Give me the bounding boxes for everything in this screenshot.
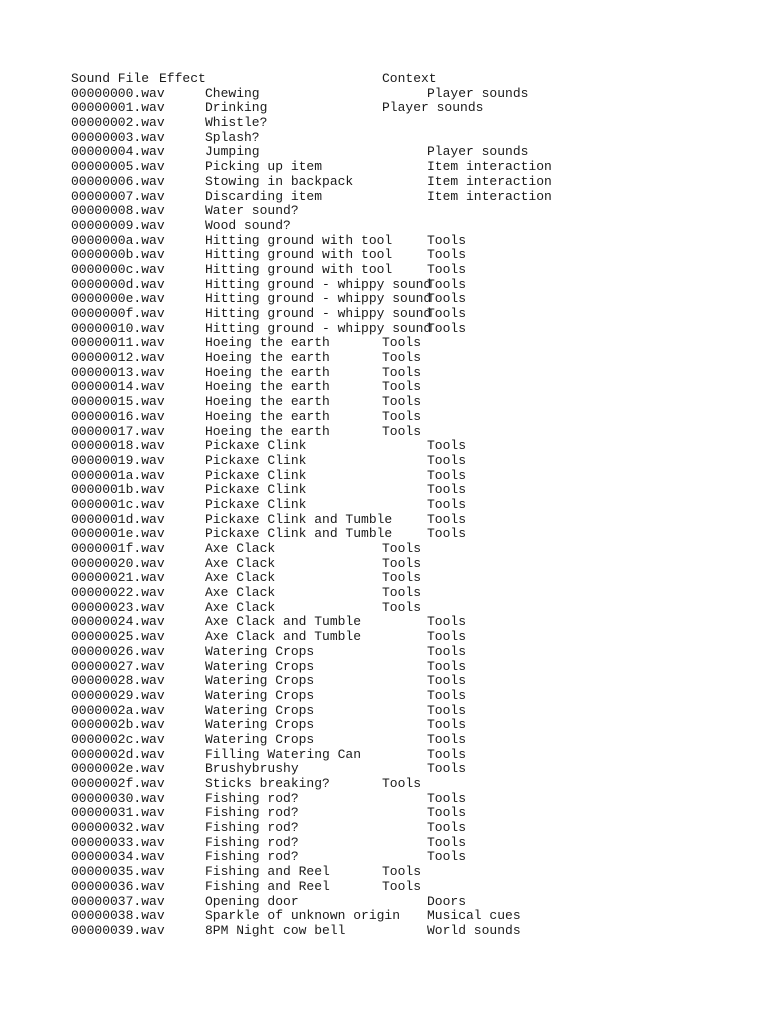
sound-file: 00000013.wav xyxy=(71,364,165,380)
sound-context: Tools xyxy=(427,687,467,703)
header-file: Sound File xyxy=(71,71,150,86)
sound-row xyxy=(71,482,467,498)
sound-row xyxy=(71,320,467,337)
sound-context: Tools xyxy=(382,364,422,380)
sound-effect: Fishing and Reel xyxy=(205,878,330,894)
sound-row xyxy=(71,159,552,175)
sound-context: Tools xyxy=(382,408,422,424)
sound-file: 0000001f.wav xyxy=(71,541,165,556)
sound-context: Tools xyxy=(382,776,422,791)
sound-row xyxy=(71,526,467,542)
sound-row xyxy=(71,100,484,116)
sound-effect: Hoeing the earth xyxy=(205,364,330,380)
sound-effect: Hitting ground - whippy sound xyxy=(205,306,432,321)
sound-row xyxy=(71,849,467,865)
sound-effect: Pickaxe Clink and Tumble xyxy=(205,511,393,527)
sound-context: Tools xyxy=(382,599,422,615)
sound-file: 0000002c.wav xyxy=(71,731,165,747)
sound-row xyxy=(71,379,422,395)
sound-file: 0000001d.wav xyxy=(71,511,165,527)
sound-row xyxy=(71,746,467,763)
sound-file: 00000017.wav xyxy=(71,423,165,439)
sound-rows xyxy=(71,85,552,939)
sound-file: 00000033.wav xyxy=(71,834,165,850)
sound-effect: Fishing rod? xyxy=(205,849,299,865)
sound-file: 00000021.wav xyxy=(71,570,165,586)
sound-context: Tools xyxy=(427,834,467,850)
sound-row xyxy=(71,717,467,733)
sound-context: Item interaction xyxy=(427,188,552,204)
sound-file: 0000000f.wav xyxy=(71,306,165,321)
sound-file: 00000015.wav xyxy=(71,394,165,410)
sound-row xyxy=(71,173,552,190)
sound-file: 0000002b.wav xyxy=(71,717,165,733)
sound-context: Tools xyxy=(427,482,467,498)
sound-context: Tools xyxy=(427,702,467,718)
sound-context: Tools xyxy=(427,452,467,468)
sound-file: 0000001a.wav xyxy=(71,467,165,483)
sound-effect: Jumping xyxy=(205,144,260,160)
sound-row xyxy=(71,350,422,366)
sound-row xyxy=(71,423,422,440)
sound-effect: Axe Clack and Tumble xyxy=(205,629,362,645)
sound-file: 00000034.wav xyxy=(71,849,165,865)
sound-file: 00000035.wav xyxy=(71,864,165,880)
sound-row xyxy=(71,247,467,263)
sound-row xyxy=(71,129,260,146)
sound-file: 00000024.wav xyxy=(71,614,165,630)
sound-effect: Stowing in backpack xyxy=(205,173,354,189)
sound-context: Tools xyxy=(382,394,422,410)
sound-context: Tools xyxy=(427,849,467,865)
sound-effect: Whistle? xyxy=(205,115,268,131)
sound-context: Tools xyxy=(427,673,467,689)
sound-context: Tools xyxy=(427,790,467,806)
sound-file: 00000006.wav xyxy=(71,173,165,189)
sound-file: 00000001.wav xyxy=(71,100,165,116)
sound-file: 00000007.wav xyxy=(71,188,165,204)
sound-file: 00000025.wav xyxy=(71,629,165,645)
sound-row xyxy=(71,511,467,528)
sound-row xyxy=(71,908,521,924)
sound-context: Tools xyxy=(382,878,422,894)
sound-context: Player sounds xyxy=(427,144,529,160)
sound-row xyxy=(71,776,422,792)
sound-effect: Hitting ground with tool xyxy=(205,247,393,263)
sound-row xyxy=(71,232,467,249)
sound-context: Item interaction xyxy=(427,159,552,175)
sound-context: Tools xyxy=(427,261,467,277)
sound-row xyxy=(71,496,467,513)
sound-effect: Watering Crops xyxy=(205,687,315,703)
sound-list-document xyxy=(71,71,552,939)
sound-file: 00000019.wav xyxy=(71,452,165,468)
sound-context: Tools xyxy=(382,423,422,439)
sound-row xyxy=(71,115,268,131)
sound-file: 00000028.wav xyxy=(71,673,165,689)
sound-file: 00000020.wav xyxy=(71,555,165,571)
sound-effect: Splash? xyxy=(205,129,260,145)
sound-effect: Watering Crops xyxy=(205,643,315,659)
sound-row xyxy=(71,394,422,410)
sound-row xyxy=(71,629,467,645)
sound-effect: Water sound? xyxy=(205,203,299,219)
sound-file: 0000002f.wav xyxy=(71,776,165,791)
sound-effect: Hoeing the earth xyxy=(205,408,330,424)
sound-effect: Axe Clack xyxy=(205,585,276,601)
sound-row xyxy=(71,438,467,454)
sound-effect: Pickaxe Clink xyxy=(205,482,307,498)
sound-file: 0000000e.wav xyxy=(71,291,165,307)
sound-effect: Wood sound? xyxy=(205,217,291,233)
sound-row xyxy=(71,261,467,278)
sound-effect: Pickaxe Clink xyxy=(205,467,307,483)
header-row xyxy=(71,71,437,87)
sound-effect: Hoeing the earth xyxy=(205,394,330,410)
sound-effect: Axe Clack xyxy=(205,555,276,571)
sound-row xyxy=(71,864,422,880)
sound-row xyxy=(71,364,422,381)
sound-context: Tools xyxy=(427,731,467,747)
header-effect: Effect xyxy=(159,71,206,86)
sound-row xyxy=(71,85,529,102)
sound-effect: Fishing and Reel xyxy=(205,864,330,880)
sound-row xyxy=(71,276,467,293)
sound-effect: Watering Crops xyxy=(205,731,315,747)
sound-file: 00000032.wav xyxy=(71,820,165,836)
sound-effect: Hitting ground - whippy sound xyxy=(205,276,432,292)
sound-row xyxy=(71,805,467,821)
sound-row xyxy=(71,452,467,469)
sound-file: 00000031.wav xyxy=(71,805,165,821)
sound-row xyxy=(71,893,467,910)
sound-context: Tools xyxy=(427,614,467,630)
header-context: Context xyxy=(382,71,437,86)
sound-effect: Discarding item xyxy=(205,188,323,204)
sound-context: Tools xyxy=(382,585,422,601)
sound-file: 00000038.wav xyxy=(71,908,165,924)
sound-row xyxy=(71,820,467,836)
sound-effect: Brushybrushy xyxy=(205,761,299,777)
sound-effect: Hitting ground with tool xyxy=(205,232,393,248)
sound-row xyxy=(71,878,422,895)
sound-file: 0000000d.wav xyxy=(71,276,165,292)
sound-effect: Hoeing the earth xyxy=(205,350,330,366)
sound-file: 00000030.wav xyxy=(71,790,165,806)
sound-file: 0000000a.wav xyxy=(71,232,165,248)
sound-row xyxy=(71,541,422,557)
sound-context: Tools xyxy=(427,232,467,248)
sound-file: 00000008.wav xyxy=(71,203,165,219)
sound-context: Tools xyxy=(427,467,467,483)
sound-context: Tools xyxy=(382,379,422,395)
sound-context: Tools xyxy=(427,746,467,762)
sound-context: Player sounds xyxy=(382,100,484,116)
sound-file: 0000001c.wav xyxy=(71,496,165,512)
sound-file: 00000036.wav xyxy=(71,878,165,894)
sound-file: 0000000b.wav xyxy=(71,247,165,263)
sound-file: 00000009.wav xyxy=(71,217,165,233)
sound-row xyxy=(71,306,467,322)
sound-effect: Axe Clack xyxy=(205,599,276,615)
sound-row xyxy=(71,702,467,719)
sound-context: Tools xyxy=(427,526,467,542)
sound-row xyxy=(71,408,422,425)
sound-effect: Hitting ground - whippy sound xyxy=(205,320,432,336)
sound-row xyxy=(71,687,467,704)
sound-effect: Pickaxe Clink and Tumble xyxy=(205,526,393,542)
sound-effect: Pickaxe Clink xyxy=(205,452,307,468)
sound-context: Tools xyxy=(427,276,467,292)
sound-row xyxy=(71,203,299,219)
sound-effect: Drinking xyxy=(205,100,268,116)
sound-row xyxy=(71,731,467,748)
sound-context: Tools xyxy=(382,864,422,880)
sound-row xyxy=(71,922,521,939)
sound-effect: Axe Clack and Tumble xyxy=(205,614,362,630)
sound-file: 00000010.wav xyxy=(71,320,165,336)
sound-file: 00000029.wav xyxy=(71,687,165,703)
sound-file: 0000002a.wav xyxy=(71,702,165,718)
sound-context: Musical cues xyxy=(427,908,521,924)
sound-context: Tools xyxy=(427,438,467,454)
sound-effect: Pickaxe Clink xyxy=(205,496,307,512)
sound-effect: Axe Clack xyxy=(205,570,276,586)
sound-context: Tools xyxy=(427,291,467,307)
sound-file: 00000004.wav xyxy=(71,144,165,160)
sound-file: 00000027.wav xyxy=(71,658,165,674)
sound-row xyxy=(71,643,467,660)
sound-file: 0000001e.wav xyxy=(71,526,165,542)
sound-file: 00000018.wav xyxy=(71,438,165,454)
sound-context: Item interaction xyxy=(427,173,552,189)
sound-effect: Sticks breaking? xyxy=(205,776,330,791)
sound-file: 00000005.wav xyxy=(71,159,165,175)
sound-context: Tools xyxy=(427,761,467,777)
sound-row xyxy=(71,585,422,601)
sound-effect: Fishing rod? xyxy=(205,805,299,821)
sound-effect: Fishing rod? xyxy=(205,820,299,836)
sound-effect: Sparkle of unknown origin xyxy=(205,908,401,924)
sound-context: Tools xyxy=(427,511,467,527)
sound-file: 00000022.wav xyxy=(71,585,165,601)
sound-effect: 8PM Night cow bell xyxy=(205,922,346,938)
sound-row xyxy=(71,555,422,572)
sound-row xyxy=(71,790,467,807)
sound-effect: Hoeing the earth xyxy=(205,379,330,395)
sound-effect: Watering Crops xyxy=(205,702,315,718)
sound-effect: Fishing rod? xyxy=(205,834,299,850)
sound-effect: Hoeing the earth xyxy=(205,335,330,351)
sound-effect: Watering Crops xyxy=(205,717,315,733)
sound-file: 0000001b.wav xyxy=(71,482,165,498)
sound-file: 00000039.wav xyxy=(71,922,165,938)
sound-effect: Pickaxe Clink xyxy=(205,438,307,454)
sound-row xyxy=(71,834,467,851)
sound-context: Tools xyxy=(427,658,467,674)
sound-effect: Watering Crops xyxy=(205,673,315,689)
sound-file: 00000037.wav xyxy=(71,893,165,909)
sound-effect: Filling Watering Can xyxy=(205,746,362,762)
sound-file: 00000012.wav xyxy=(71,350,165,366)
sound-effect: Hitting ground with tool xyxy=(205,261,393,277)
sound-context: Tools xyxy=(427,320,467,336)
sound-context: Tools xyxy=(427,247,467,263)
sound-context: World sounds xyxy=(427,922,521,938)
sound-row xyxy=(71,467,467,484)
sound-effect: Watering Crops xyxy=(205,658,315,674)
sound-effect: Hitting ground - whippy sound xyxy=(205,291,432,307)
sound-row xyxy=(71,217,291,234)
sound-row xyxy=(71,570,422,586)
sound-context: Tools xyxy=(427,306,467,321)
sound-context: Tools xyxy=(382,541,422,556)
sound-context: Doors xyxy=(427,893,467,909)
sound-context: Tools xyxy=(382,570,422,586)
sound-context: Tools xyxy=(382,555,422,571)
sound-row xyxy=(71,658,467,675)
sound-file: 00000026.wav xyxy=(71,643,165,659)
sound-row xyxy=(71,335,422,351)
sound-effect: Picking up item xyxy=(205,159,323,175)
sound-row xyxy=(71,188,552,205)
sound-row xyxy=(71,599,422,616)
sound-row xyxy=(71,144,529,160)
sound-file: 00000002.wav xyxy=(71,115,165,131)
sound-file: 0000002e.wav xyxy=(71,761,165,777)
sound-context: Tools xyxy=(427,717,467,733)
sound-file: 00000011.wav xyxy=(71,335,165,351)
sound-file: 0000000c.wav xyxy=(71,261,165,277)
sound-context: Tools xyxy=(427,629,467,645)
sound-row xyxy=(71,291,467,307)
sound-effect: Chewing xyxy=(205,85,260,101)
sound-context: Tools xyxy=(427,820,467,836)
sound-effect: Axe Clack xyxy=(205,541,276,556)
sound-row xyxy=(71,614,467,630)
sound-row xyxy=(71,673,467,689)
sound-effect: Opening door xyxy=(205,893,299,909)
sound-file: 00000003.wav xyxy=(71,129,165,145)
sound-effect: Fishing rod? xyxy=(205,790,299,806)
sound-context: Tools xyxy=(427,643,467,659)
sound-row xyxy=(71,761,467,777)
sound-context: Tools xyxy=(382,350,422,366)
sound-context: Tools xyxy=(382,335,422,351)
sound-file: 00000014.wav xyxy=(71,379,165,395)
sound-file: 00000016.wav xyxy=(71,408,165,424)
sound-context: Player sounds xyxy=(427,85,529,101)
sound-context: Tools xyxy=(427,805,467,821)
sound-effect: Hoeing the earth xyxy=(205,423,330,439)
sound-context: Tools xyxy=(427,496,467,512)
sound-file: 0000002d.wav xyxy=(71,746,165,762)
sound-file: 00000023.wav xyxy=(71,599,165,615)
sound-file: 00000000.wav xyxy=(71,85,165,101)
